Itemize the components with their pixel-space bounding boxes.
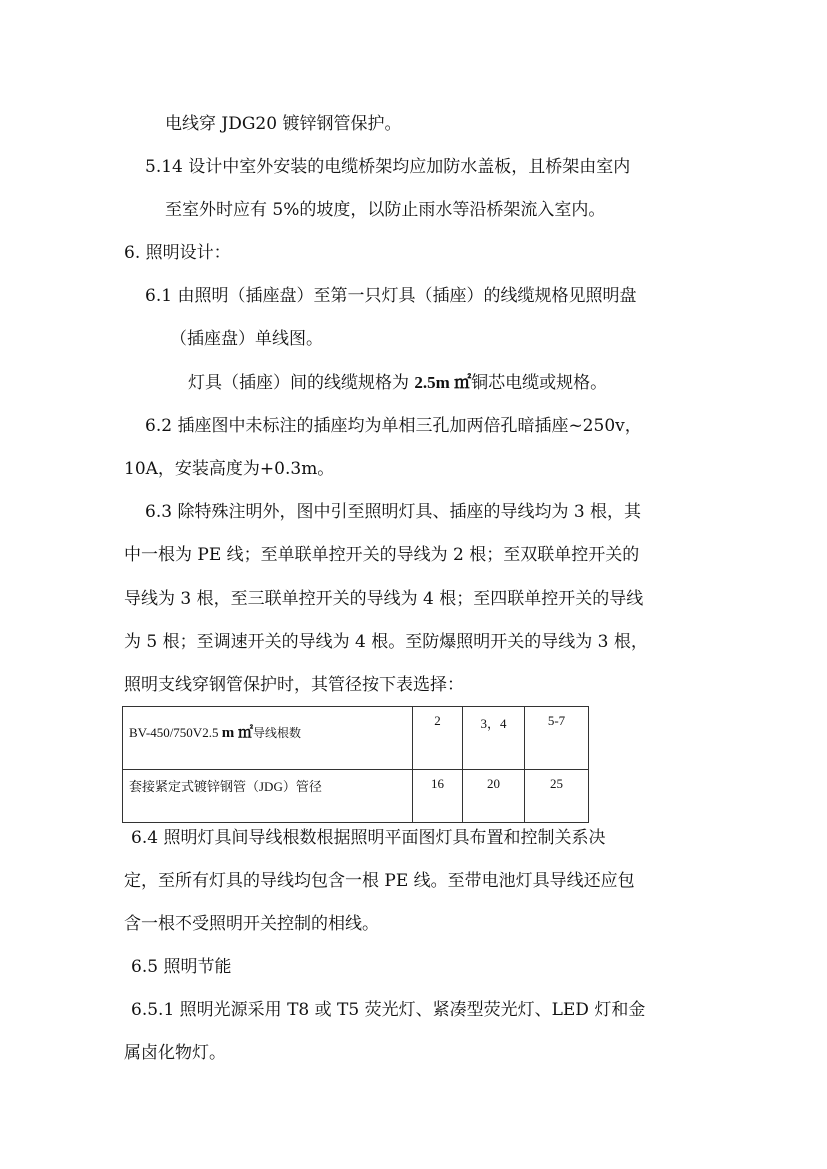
- table-row: [123, 707, 589, 770]
- text-line: 定，至所有灯具的导线均包含一根 PE 线。至带电池灯具导线还应包: [124, 871, 635, 891]
- table-row: [123, 770, 589, 823]
- text-line: （插座盘）单线图。: [170, 329, 323, 349]
- text-line: 属卤化物灯。: [124, 1043, 226, 1063]
- section-6-5-1-line: 6.5.1 照明光源采用 T8 或 T5 荧光灯、紧凑型荧光灯、LED 灯和金: [131, 1000, 646, 1020]
- text-line: 电线穿 JDG20 镀锌钢管保护。: [165, 114, 402, 134]
- conduit-size-table: [122, 706, 589, 823]
- text-line: 为 5 根；至调速开关的导线为 4 根。至防爆照明开关的导线为 3 根，: [124, 632, 648, 652]
- text-span: 铜芯电缆或规格。: [471, 373, 608, 393]
- table-cell: 3，4: [463, 707, 525, 770]
- section-6-heading: 6. 照明设计：: [124, 243, 231, 263]
- text-line: 中一根为 PE 线；至单联单控开关的导线为 2 根；至双联单控开关的: [124, 545, 640, 565]
- text-line: 10A，安装高度为+0.3m。: [124, 459, 335, 479]
- cell-text: 导线根数: [252, 726, 301, 740]
- cable-spec: 2.5m ㎡: [414, 373, 472, 392]
- table-cell: 2: [413, 707, 463, 770]
- table-cell: 5-7: [525, 707, 589, 770]
- section-6-5-heading: 6.5 照明节能: [131, 957, 232, 977]
- text-span: 灯具（插座）间的线缆规格为: [188, 373, 415, 393]
- text-line: 至室外时应有 5%的坡度，以防止雨水等沿桥架流入室内。: [165, 200, 606, 220]
- section-6-4-line: 6.4 照明灯具间导线根数根据照明平面图灯具布置和控制关系决: [131, 828, 606, 848]
- table-cell-label: [123, 707, 413, 770]
- cell-text: BV-450/750V2.5: [129, 725, 222, 740]
- text-line: 照明支线穿钢管保护时，其管径按下表选择：: [124, 675, 464, 695]
- table-cell: 16: [413, 770, 463, 823]
- table-cell-label: 套接紧定式镀锌钢管（JDG）管径: [123, 770, 413, 823]
- text-line: 导线为 3 根，至三联单控开关的导线为 4 根；至四联单控开关的导线: [124, 589, 644, 609]
- table-cell: 20: [463, 770, 525, 823]
- text-line: 含一根不受照明开关控制的相线。: [124, 914, 379, 934]
- section-6-3-line: 6.3 除特殊注明外，图中引至照明灯具、插座的导线均为 3 根，其: [145, 502, 642, 522]
- section-6-1-line: 6.1 由照明（插座盘）至第一只灯具（插座）的线缆规格见照明盘: [145, 286, 637, 306]
- section-6-2-line: 6.2 插座图中未标注的插座均为单相三孔加两倍孔暗插座~250v，: [145, 416, 642, 436]
- cell-unit: m ㎡: [221, 725, 253, 741]
- section-5-14-line: 5.14 设计中室外安装的电缆桥架均应加防水盖板，且桥架由室内: [145, 157, 631, 177]
- table-cell: 25: [525, 770, 589, 823]
- text-line: [188, 371, 607, 395]
